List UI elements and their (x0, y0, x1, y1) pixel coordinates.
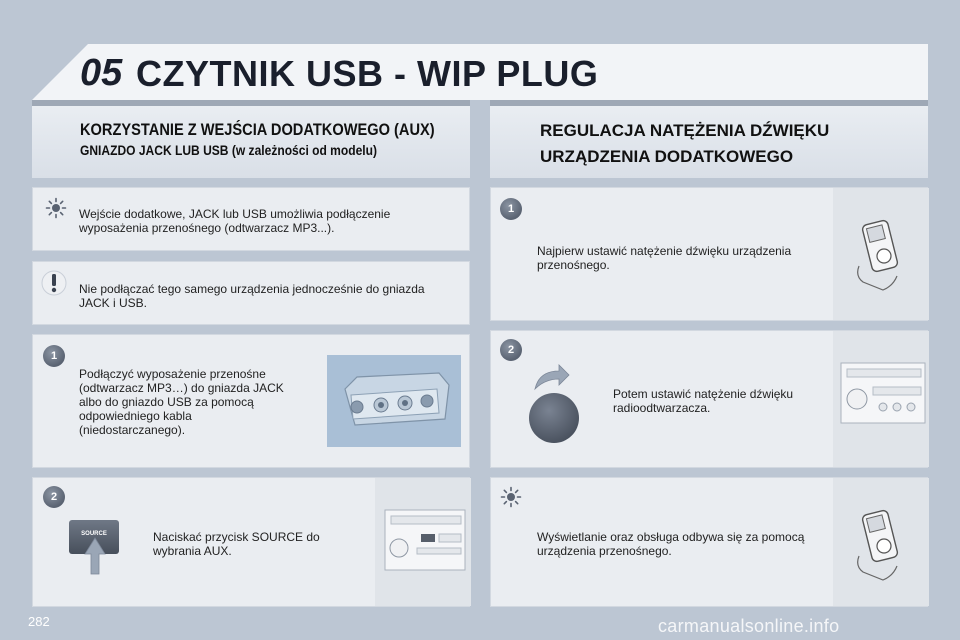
right-info-text: Wyświetlanie oraz obsługa odbywa się za pomocą urządzenia przenośnego. (537, 530, 805, 558)
info-bulb-icon (45, 197, 67, 219)
press-arrow-icon (83, 536, 107, 576)
right-section-heading (490, 106, 928, 178)
chapter-number: 05 (80, 52, 123, 94)
left-info-text: Wejście dodatkowe, JACK lub USB umożliwia podłączenie wyposażenia przenośnego (odtwarzacz MP3...). (79, 207, 391, 235)
source-button-label: SOURCE (81, 531, 107, 537)
mp3-player-icon (853, 216, 909, 292)
left-step2-box (32, 477, 470, 607)
chapter-title: CZYTNIK USB - WIP PLUG (136, 53, 599, 94)
right-info-box (490, 477, 928, 607)
right-step1-text: Najpierw ustawić natężenie dźwięku urządzenia przenośnego. (537, 244, 792, 272)
step-badge: 2 (500, 339, 522, 361)
left-section-title: KORZYSTANIE Z WEJŚCIA DODATKOWEGO (AUX) (80, 120, 435, 139)
right-section-title (540, 118, 829, 170)
left-warning-box (32, 261, 470, 325)
step-badge: 2 (43, 486, 65, 508)
info-bulb-icon (500, 486, 522, 508)
left-section-heading (32, 106, 470, 178)
left-step1-text: Podłączyć wyposażenie przenośne (odtwarzacz MP3…) do gniazda JACK albo do gniazdo USB za pomocą odpowiedniego kabla (niedostarczanego). (79, 367, 284, 437)
volume-knob-illustration (529, 393, 579, 443)
rotate-arrow-icon (531, 363, 571, 391)
warning-icon (41, 270, 67, 296)
left-warning-text: Nie podłączać tego samego urządzenia jednocześnie do gniazda JACK i USB. (79, 282, 425, 310)
right-step2-box (490, 330, 928, 468)
mp3-player-icon (853, 506, 909, 582)
radio-panel-right (833, 331, 929, 467)
mp3-panel (833, 188, 929, 320)
left-section-subtitle: GNIAZDO JACK LUB USB (w zależności od modelu) (80, 142, 378, 158)
mp3-panel-2 (833, 478, 929, 606)
radio-panel (375, 478, 471, 606)
left-step2-text: Naciskać przycisk SOURCE do wybrania AUX. (153, 530, 320, 558)
page-number: 282 (28, 614, 50, 629)
left-info-box (32, 187, 470, 251)
right-title-line2: URZĄDZENIA DODATKOWEGO (540, 147, 794, 166)
watermark-text: carmanualsonline.info (658, 616, 840, 636)
left-step1-box (32, 334, 470, 468)
right-title-line1: REGULACJA NATĘŻENIA DŹWIĘKU (540, 121, 830, 140)
jack-usb-socket-illustration (327, 355, 461, 447)
step-badge: 1 (43, 345, 65, 367)
radio-unit-illustration (383, 508, 467, 572)
radio-unit-illustration-right (839, 361, 927, 425)
step-badge: 1 (500, 198, 522, 220)
right-step1-box (490, 187, 928, 321)
right-step2-text: Potem ustawić natężenie dźwięku radioodtwarzacza. (613, 387, 794, 415)
